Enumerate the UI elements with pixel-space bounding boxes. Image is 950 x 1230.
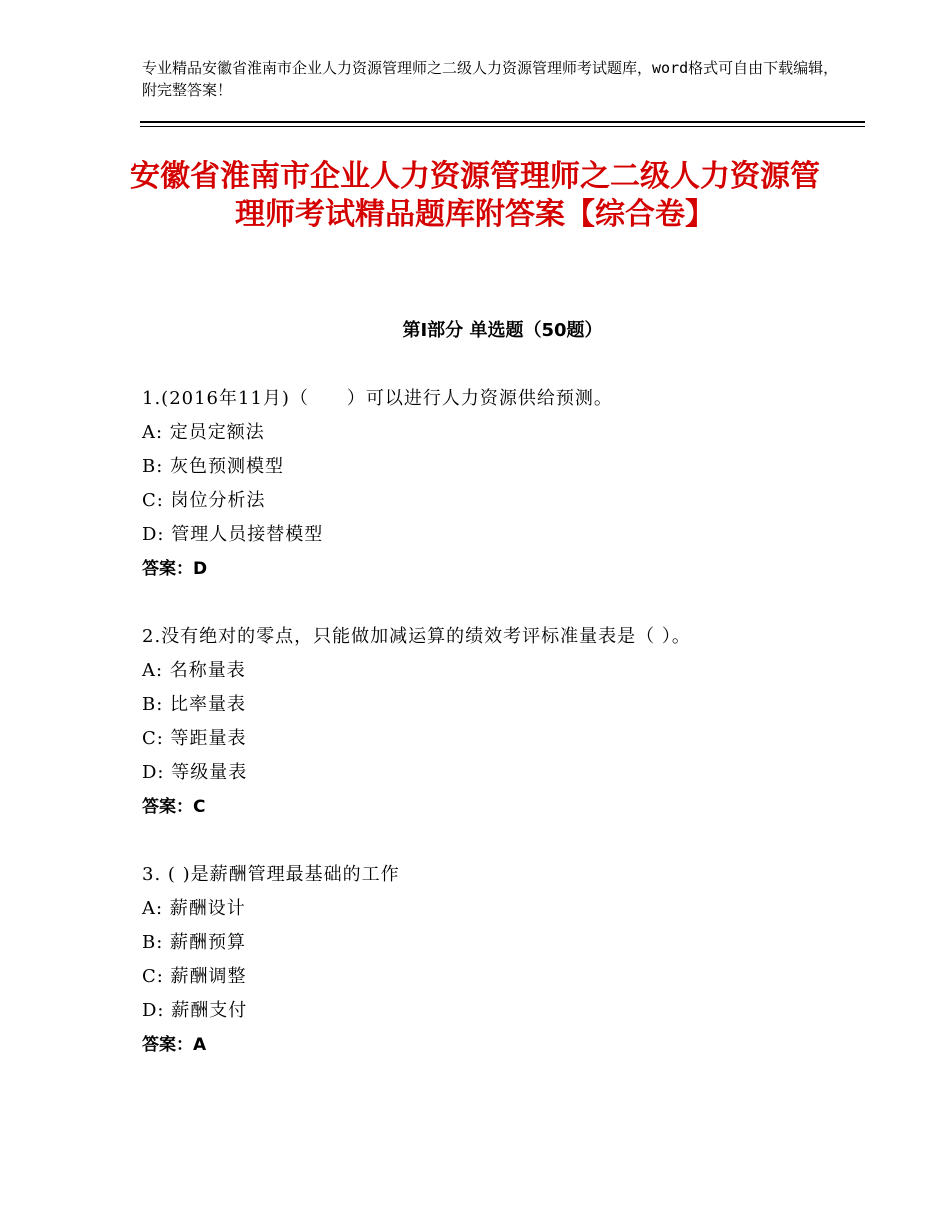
question-list [142,382,842,1096]
option-b: B: 薪酬预算 [142,932,247,953]
option-a: A: 定员定额法 [142,422,265,443]
question-1 [142,382,842,586]
question-stem: 2.没有绝对的零点，只能做加减运算的绩效考评标准量表是（ ）。 [142,626,691,647]
question-stem: 1.(2016年11月)（ ）可以进行人力资源供给预测。 [142,388,613,409]
answer: 答案：C [142,797,206,817]
option-d: D: 薪酬支付 [142,1000,248,1021]
answer: 答案：D [142,559,208,579]
option-c: C: 薪酬调整 [142,966,247,987]
question-stem: 3. ( )是薪酬管理最基础的工作 [142,864,400,885]
question-3 [142,858,842,1062]
option-b: B: 比率量表 [142,694,247,715]
document-title: 安徽省淮南市企业人力资源管理师之二级人力资源管理师考试精品题库附答案【综合卷】 [130,159,820,232]
header-rule-thick [140,121,865,123]
option-d: D: 管理人员接替模型 [142,524,324,545]
option-c: C: 等距量表 [142,728,247,749]
header-note: 专业精品安徽省淮南市企业人力资源管理师之二级人力资源管理师考试题库，word格式可自由下载编辑，附完整答案！ [142,59,839,99]
answer: 答案：A [142,1035,207,1055]
option-a: A: 薪酬设计 [142,898,246,919]
option-a: A: 名称量表 [142,660,246,681]
option-b: B: 灰色预测模型 [142,456,285,477]
section-title: 第Ⅰ部分 单选题（50题） [402,320,603,341]
option-c: C: 岗位分析法 [142,490,266,511]
question-2 [142,620,842,824]
option-d: D: 等级量表 [142,762,248,783]
header-rule-thin [140,126,865,127]
